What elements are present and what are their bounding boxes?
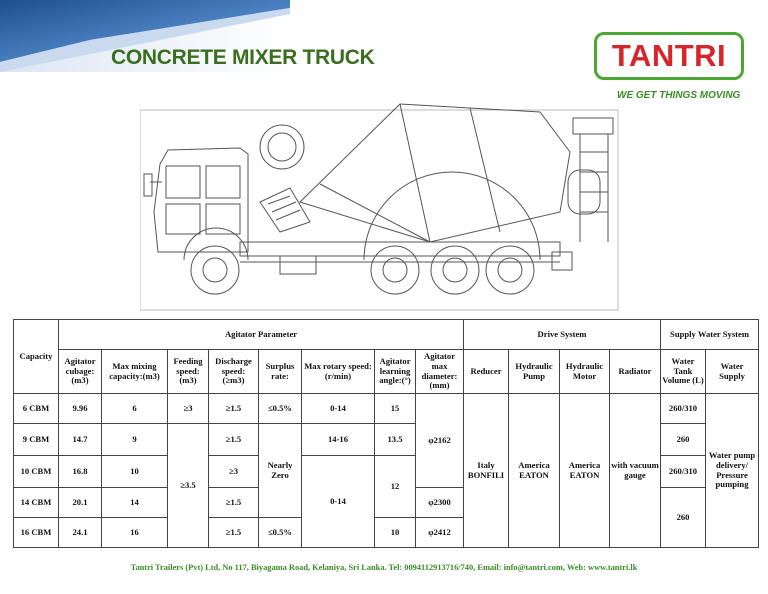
cell-rotary-merged: 0-14 [302, 456, 375, 548]
header-discharge: Discharge speed: (≥m3) [209, 350, 259, 394]
cell-discharge: ≥1.5 [209, 518, 259, 548]
cell-discharge: ≥1.5 [209, 394, 259, 424]
cell-diameter: φ2300 [416, 488, 464, 518]
cell-tank: 260 [661, 424, 706, 456]
cell-mixing: 6 [102, 394, 168, 424]
header-angle: Agitator learning angle:(°) [375, 350, 416, 394]
cell-supply: Water pump delivery/ Pressure pumping [706, 394, 759, 548]
cell-angle: 13.5 [375, 424, 416, 456]
cell-angle: 15 [375, 394, 416, 424]
brand-tagline: WE GET THINGS MOVING [617, 90, 741, 101]
header-diameter: Agitator max diameter: (mm) [416, 350, 464, 394]
cell-discharge: ≥1.5 [209, 424, 259, 456]
cell-tank: 260/310 [661, 394, 706, 424]
cell-mixing: 14 [102, 488, 168, 518]
cell-motor: America EATON [560, 394, 610, 548]
cell-angle-merged: 12 [375, 456, 416, 518]
header-capacity: Capacity [14, 320, 59, 394]
cell-angle: 10 [375, 518, 416, 548]
brand-logo [594, 32, 744, 80]
header-pump: Hydraulic Pump [509, 350, 560, 394]
header-supply: Water Supply [706, 350, 759, 394]
cell-cubage: 20.1 [59, 488, 102, 518]
page-title: CONCRETE MIXER TRUCK [111, 46, 375, 69]
table-column-header-row [14, 350, 759, 394]
table-group-header-row [14, 320, 759, 350]
specification-table [13, 319, 759, 548]
footer-contact: Tantri Trailers (Pvt) Ltd, No 117, Biyagama Road, Kelaniya, Sri Lanka. Tel: 0094112913716/740, Email: info@tantri.com, Web: www.tantri.lk [130, 563, 638, 572]
cell-cubage: 24.1 [59, 518, 102, 548]
cell-capacity: 6 CBM [14, 394, 59, 424]
cell-feeding-merged: ≥3.5 [168, 424, 209, 548]
header-supply-water-system: Supply Water System [661, 320, 759, 350]
cell-feeding: ≥3 [168, 394, 209, 424]
cell-surplus: ≤0.5% [259, 518, 302, 548]
cell-mixing: 16 [102, 518, 168, 548]
cell-mixing: 9 [102, 424, 168, 456]
cell-radiator: with vacuum gauge [610, 394, 661, 548]
cell-diameter: φ2412 [416, 518, 464, 548]
cell-capacity: 10 CBM [14, 456, 59, 488]
header-reducer: Reducer [464, 350, 509, 394]
cell-pump: America EATON [509, 394, 560, 548]
header-cubage: Agitator cubage: (m3) [59, 350, 102, 394]
truck-illustration [140, 92, 620, 312]
header-tank: Water Tank Volume (L) [661, 350, 706, 394]
header-mixing: Max mixing capacity:(m3) [102, 350, 168, 394]
cell-diameter-merged: φ2162 [416, 394, 464, 488]
cell-capacity: 9 CBM [14, 424, 59, 456]
cell-cubage: 14.7 [59, 424, 102, 456]
cell-reducer: Italy BONFILI [464, 394, 509, 548]
cell-mixing: 10 [102, 456, 168, 488]
cell-surplus-merged: Nearly Zero [259, 424, 302, 518]
header-agitator-parameter: Agitator Parameter [59, 320, 464, 350]
header-surplus: Surplus rate: [259, 350, 302, 394]
cell-surplus: ≤0.5% [259, 394, 302, 424]
cell-tank: 260/310 [661, 456, 706, 488]
cell-cubage: 16.8 [59, 456, 102, 488]
cell-rotary: 14-16 [302, 424, 375, 456]
cell-discharge: ≥1.5 [209, 488, 259, 518]
table-row [14, 394, 759, 424]
header-drive-system: Drive System [464, 320, 661, 350]
cell-rotary: 0-14 [302, 394, 375, 424]
logo-text: TANTRI [611, 38, 727, 73]
cell-capacity: 14 CBM [14, 488, 59, 518]
cell-cubage: 9.96 [59, 394, 102, 424]
cell-capacity: 16 CBM [14, 518, 59, 548]
header-rotary: Max rotary speed:(r/min) [302, 350, 375, 394]
header-motor: Hydraulic Motor [560, 350, 610, 394]
cell-discharge: ≥3 [209, 456, 259, 488]
cell-tank-merged: 260 [661, 488, 706, 548]
header-feeding: Feeding speed: (m3) [168, 350, 209, 394]
header-radiator: Radiator [610, 350, 661, 394]
